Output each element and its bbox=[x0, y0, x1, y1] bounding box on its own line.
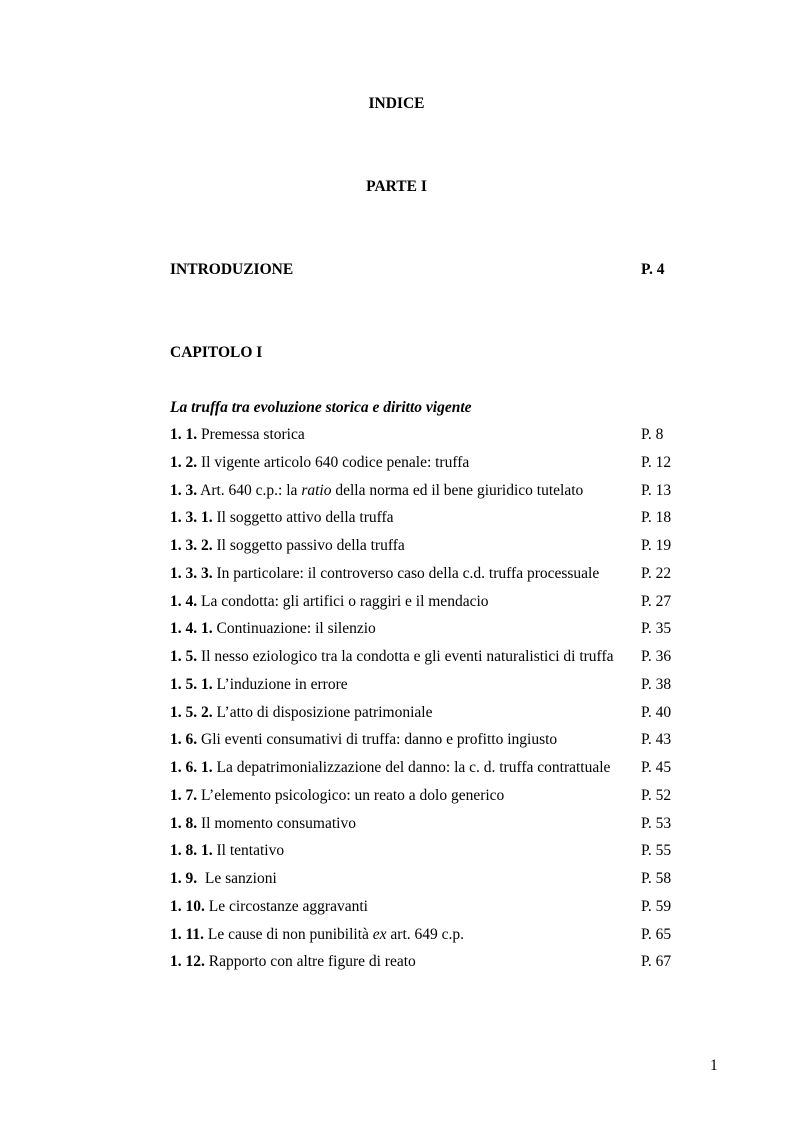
toc-entry-title bbox=[170, 814, 356, 834]
toc-entry-text: Continuazione: il silenzio bbox=[212, 620, 376, 638]
toc-entry-page: P. 8 bbox=[641, 426, 664, 443]
toc-entry-number: 1. 3. 2. bbox=[170, 537, 213, 554]
toc-entry bbox=[170, 425, 690, 453]
toc-entry-title bbox=[170, 869, 277, 889]
toc-entry-number: 1. 7. bbox=[170, 786, 198, 804]
toc-entry bbox=[170, 647, 690, 675]
introduction-page: P. 4 bbox=[641, 261, 665, 278]
toc-entry-page: P. 59 bbox=[641, 897, 672, 915]
toc-entry bbox=[170, 925, 690, 953]
toc-entry-page: P. 12 bbox=[641, 453, 672, 471]
part-title: PARTE I bbox=[366, 178, 427, 195]
toc-entry-text: ratio bbox=[301, 481, 332, 499]
toc-entry-text: Gli eventi consumativi di truffa: danno e profitto ingiusto bbox=[197, 731, 558, 749]
toc-entry-page: P. 58 bbox=[641, 870, 672, 887]
toc-entry-number: 1. 11. bbox=[170, 925, 205, 943]
toc-entry-text: Le circostanze aggravanti bbox=[204, 897, 368, 915]
toc-entry-text: Le cause di non punibilità bbox=[204, 925, 373, 943]
toc-entry-title bbox=[170, 564, 599, 584]
toc-entry-number: 1. 3. 3. bbox=[170, 564, 213, 582]
toc-entry bbox=[170, 869, 690, 897]
toc-entry-text: La condotta: gli artifici o raggiri e il mendacio bbox=[197, 592, 489, 610]
toc-entry-number: 1. 2. bbox=[170, 453, 198, 471]
toc-entry-text: In particolare: il controverso caso della c.d. truffa processuale bbox=[212, 564, 600, 582]
toc-entry-title bbox=[170, 425, 305, 445]
toc-entry-title bbox=[170, 508, 394, 528]
toc-entry-page: P. 55 bbox=[641, 842, 672, 860]
chapter-subtitle: La truffa tra evoluzione storica e diritto vigente bbox=[170, 399, 472, 416]
toc-entry-title bbox=[170, 730, 557, 750]
toc-entry-page: P. 35 bbox=[641, 620, 672, 638]
toc-entry-number: 1. 6. bbox=[170, 731, 198, 749]
toc-entry-number: 1. 8. bbox=[170, 814, 198, 832]
toc-entry-text: Le sanzioni bbox=[197, 870, 277, 887]
toc-entry-title bbox=[170, 675, 348, 695]
toc-entry-text: Il momento consumativo bbox=[197, 814, 356, 832]
toc-entry-title bbox=[170, 786, 504, 806]
toc-entry-text: L’induzione in errore bbox=[212, 675, 348, 693]
toc-entry-number: 1. 12. bbox=[170, 953, 205, 971]
toc-entry-text: della norma ed il bene giuridico tutelato bbox=[331, 481, 584, 499]
toc-entry-title bbox=[170, 536, 405, 556]
toc-entry-text: Il soggetto passivo della truffa bbox=[212, 537, 405, 554]
toc-entry-number: 1. 1. bbox=[170, 426, 198, 443]
toc-entry-number: 1. 9. bbox=[170, 870, 198, 887]
toc-entry-number: 1. 5. 2. bbox=[170, 703, 213, 721]
toc-entry bbox=[170, 730, 690, 758]
toc-entry bbox=[170, 897, 690, 925]
toc-entry-title bbox=[170, 453, 469, 473]
toc-entry-page: P. 65 bbox=[641, 925, 672, 943]
toc-entry-page: P. 53 bbox=[641, 814, 672, 832]
toc-entry-title bbox=[170, 758, 610, 778]
toc-entry-text: Il tentativo bbox=[212, 842, 285, 860]
table-of-contents bbox=[170, 425, 690, 980]
toc-entry bbox=[170, 453, 690, 481]
index-title: INDICE bbox=[368, 95, 425, 112]
toc-entry bbox=[170, 952, 690, 980]
toc-entry-text: ex bbox=[372, 925, 387, 943]
toc-entry-page: P. 38 bbox=[641, 675, 672, 693]
toc-entry-text: Il soggetto attivo della truffa bbox=[212, 509, 394, 527]
toc-entry bbox=[170, 592, 690, 620]
toc-entry-page: P. 36 bbox=[641, 648, 672, 665]
toc-entry bbox=[170, 814, 690, 842]
toc-entry-text: Art. 640 c.p.: la bbox=[197, 481, 302, 499]
toc-entry-text: L’elemento psicologico: un reato a dolo generico bbox=[197, 786, 505, 804]
toc-entry-page: P. 67 bbox=[641, 953, 672, 971]
page-number: 1 bbox=[710, 1057, 718, 1074]
toc-entry-title bbox=[170, 703, 432, 723]
toc-entry-page: P. 45 bbox=[641, 759, 672, 776]
toc-entry bbox=[170, 619, 690, 647]
toc-entry-title bbox=[170, 481, 583, 501]
toc-entry-page: P. 52 bbox=[641, 786, 672, 804]
toc-entry bbox=[170, 675, 690, 703]
toc-entry-number: 1. 3. 1. bbox=[170, 509, 213, 527]
toc-entry-title bbox=[170, 841, 284, 861]
toc-entry bbox=[170, 536, 690, 564]
toc-entry-number: 1. 10. bbox=[170, 897, 205, 915]
toc-entry-number: 1. 8. 1. bbox=[170, 842, 213, 860]
toc-entry-text: Il nesso eziologico tra la condotta e gli eventi naturalistici di truffa bbox=[197, 648, 614, 665]
toc-entry-text: Premessa storica bbox=[197, 426, 305, 443]
toc-entry bbox=[170, 508, 690, 536]
toc-entry-page: P. 27 bbox=[641, 592, 672, 610]
toc-entry-number: 1. 6. 1. bbox=[170, 759, 213, 776]
toc-entry-page: P. 22 bbox=[641, 564, 672, 582]
introduction-heading: INTRODUZIONE bbox=[170, 261, 294, 278]
toc-entry-number: 1. 3. bbox=[170, 481, 198, 499]
chapter-heading: CAPITOLO I bbox=[170, 344, 263, 361]
toc-entry-title bbox=[170, 647, 613, 667]
toc-entry bbox=[170, 786, 690, 814]
toc-entry-title bbox=[170, 925, 464, 945]
toc-entry-number: 1. 5. 1. bbox=[170, 675, 213, 693]
toc-entry-text: Il vigente articolo 640 codice penale: truffa bbox=[197, 453, 470, 471]
toc-entry-text: art. 649 c.p. bbox=[386, 925, 465, 943]
toc-entry-title bbox=[170, 897, 368, 917]
toc-entry-title bbox=[170, 592, 489, 612]
toc-entry bbox=[170, 841, 690, 869]
toc-entry-page: P. 18 bbox=[641, 509, 672, 527]
toc-entry-page: P. 13 bbox=[641, 481, 672, 499]
toc-entry-number: 1. 5. bbox=[170, 648, 198, 665]
toc-entry-title bbox=[170, 952, 416, 972]
toc-entry-text: L’atto di disposizione patrimoniale bbox=[212, 703, 433, 721]
toc-entry-text: La depatrimonializzazione del danno: la c. d. truffa contrattuale bbox=[212, 759, 611, 776]
toc-entry-page: P. 19 bbox=[641, 537, 672, 554]
toc-entry-text: Rapporto con altre figure di reato bbox=[204, 953, 416, 971]
toc-entry bbox=[170, 564, 690, 592]
toc-entry-page: P. 40 bbox=[641, 703, 672, 721]
toc-entry bbox=[170, 481, 690, 509]
toc-entry bbox=[170, 703, 690, 731]
toc-entry-number: 1. 4. bbox=[170, 592, 198, 610]
toc-entry-number: 1. 4. 1. bbox=[170, 620, 213, 638]
toc-entry-page: P. 43 bbox=[641, 731, 672, 749]
toc-entry bbox=[170, 758, 690, 786]
toc-entry-title bbox=[170, 619, 376, 639]
